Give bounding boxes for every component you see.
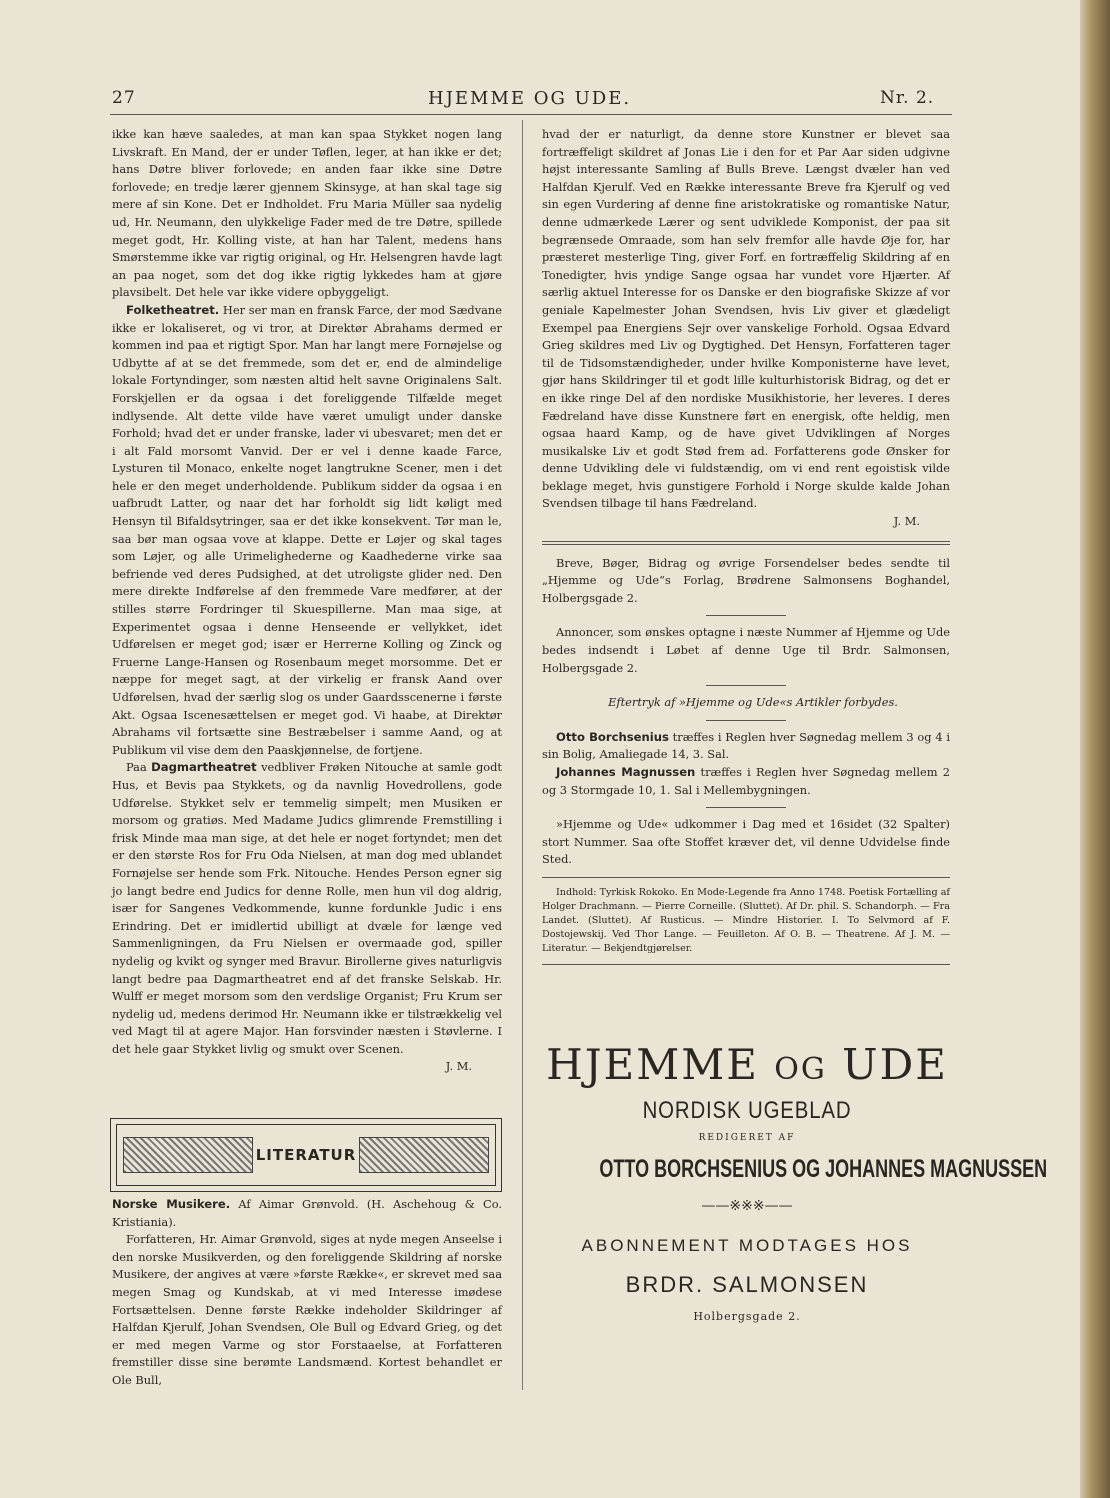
running-title: HJEMME OG UDE.	[428, 88, 632, 109]
left-column	[112, 126, 502, 1076]
page-number: 27	[112, 88, 136, 108]
masthead-advertisement	[542, 1040, 1048, 1323]
book-title: Norske Musikere.	[112, 1197, 231, 1211]
folketheatret-paragraph: Folketheatret. Her ser man en fransk Farce, der mod Sædvane ikke er lokaliseret, og vi tror, at Direktør Abrahams dermed er kommen ind paa et rigtigt Spor. Man har langt mere Fornøjelse og Udbytte af at se det fremmede, som det er, end de almindelige lokale Fortyndinger, som næsten altid helt savne Originalens Salt. Forskjellen er da ogsaa i det foreliggende Tilfælde meget indlysende. Alt dette vilde have været umuligt under danske Forhold; hvad det er under franske, lader vi ubesvaret; men det er i alt Fald morsomt Vanvid. Der er vel i denne kaade Farce, Lysturen til Monaco, enkelte noget langtrukne Scener, men i det hele er den meget underholdende. Publikum sidder da ogsaa i en uafbrudt Latter, og naar det har forholdt sig lidt køligt med Hensyn til Bifaldsytringer, saa er det ikke konsekvent. Tør man le, saa bør man ogsaa vove at klappe. Dette er Løjer og skal tages som Løjer, og alle Urimelighederne og Kaadhederne virke saa befriende ved deres Pudsighed, at det utroligste glider ned. Den mere direkte Indførelse af den fremmede Vare medfører, at der stilles større Fordringer til Skuespillerne. Man maa sige, at Experimentet ogsaa i denne Henseende er vellykket, idet Udførelsen er meget god; især er Herrerne Kolling og Zinck og Fruerne Lange-Hansen og Rosenbaum meget morsomme. Det er næppe for meget sagt, at der virkelig er fransk Aand over Udførelsen, hvad der særlig slog os under Gaardsscenerne i første Akt. Ogsaa Iscenesættelsen er meget god. Vi haabe, at Direktør Abrahams vil fortsætte sine Bestræbelser i samme Aand, og at Publikum vil vise dem den Paaskjønnelse, de fortjene.	[112, 302, 502, 757]
ad-subtitle: NORDISK UGEBLAD	[642, 1097, 852, 1124]
signature: J. M.	[445, 1059, 472, 1074]
ad-editors: OTTO BORCHSENIUS OG JOHANNES MAGNUSSEN	[599, 1155, 1048, 1183]
literatur-banner	[110, 1118, 502, 1192]
ornament-panel-left	[123, 1137, 253, 1173]
review-continuation: hvad der er naturligt, da denne store Kunstner er blevet saa fortræffeligt skildret af Jonas Lie i den for et Par Aar siden udgivne højst interessante Samling af Bulls Breve. Længst dvæler han ved Halfdan Kjerulf. Ved en Række interessante Breve fra Kjerulf og ved sin egen Vurdering af denne fine aristokratiske og romantiske Natur, denne udmærkede Lærer og sent udviklede Komponist, der paa sit begrænsede Omraade, som han selv fremfor alle havde Øje for, har præsteret mesterlige Ting, giver Forf. en fortræffelig Skildring af en Tonedigter, hvis yndige Sange ogsaa har vundet vore Hjærter. Af særlig aktuel Interesse for os Danske er den biografiske Skizze af vor geniale Kapelmester Johan Svendsen, hvis Liv giver et glædeligt Exempel paa Energiens Sejr over vanskelige Forhold. Ogsaa Edvard Grieg skildres med Liv og Dygtighed. Det Hensyn, Forfatteren tager til de Tidsomstændigheder, under hvilke Komponisterne have levet, gjør hans Skildringer til et godt lille kulturhistorisk Bidrag, og det er en ikke ringe Del af den nordiske Musikhistorie, her leveres. I deres Fædreland have disse Kunstnere ført en energisk, ofte heldig, men ogsaa haard Kamp, og de have givet Udviklingen af Norges musikalske Liv et godt Stød frem ad. Forfatterens gode Ønsker for denne Udvikling dele vi fuldstændig, om vi end rent egoistisk vilde beklage meget, hvis gunstigere Forhold i Norge skulde kalde Johan Svendsen tilbage til hans Fædreland.	[542, 127, 950, 511]
review-paragraph: ikke kan hæve saaledes, at man kan spaa Stykket nogen lang Livskraft. En Mand, der er under Tøflen, leger, at han ikke er det; hans Døtre bliver forlovede; en anden faar ikke sine Døtre forlovede; en tredje lærer gjennem Skinsyge, at han skal tage sig mere af sin Kone. Det er Indholdet. Fru Maria Müller saa nydelig ud, Hr. Neumann, den ulykkelige Fader med de tre Døtre, spillede meget godt, Hr. Kolling viste, at han har Talent, medens hans Smørstemme ikke var rigtig original, og Hr. Helsengren havde lagt an paa noget, som det dog ikke rigtig lykkedes ham at gjøre plavsibelt. Det hele var ikke videre opbyggeligt.	[112, 127, 502, 300]
short-rule	[706, 720, 786, 721]
short-rule	[706, 615, 786, 616]
dagmartheatret-paragraph: Paa Dagmartheatret vedbliver Frøken Nitouche at samle godt Hus, et Bevis paa Stykkets, og da navnlig Hovedrollens, gode Udførelse. Stykket selv er temmelig simpelt; men Musiken er morsom og gratiøs. Med Madame Judics glimrende Fremstilling i frisk Minde maa man sige, at det hele er noget fortyndet; men det er den største Ros for Fru Oda Nielsen, at man dog med ublandet Fornøjelse ser hende som Frk. Nitouche. Hendes Person egner sig jo langt bedre end Judics for denne Rolle, men hun vil dog aldrig, især for Sangenes Vedkommende, kunne fordunkle Judic i ens Erindring. Det er imidlertid ubilligt at dvæle for længe ved Sammenligningen, da Fru Nielsen er overmaade god, spiller nydelig og kvikt og synger med Bravur. Birollerne gives naturligvis langt bedre paa Dagmartheatret end af det franske Selskab. Hr. Wulff er meget morsom som den verdslige Organist; Fru Krum ser nydelig ud, medens derimod Hr. Neumann ikke er tilstrækkelig vel ved Magt til at agere Major. Han forsvinder næsten i Støvlerne. I det hele gaar Stykket livlig og smukt over Scenen.	[112, 760, 502, 1056]
notice-submissions: Breve, Bøger, Bidrag og øvrige Forsendelser bedes sendte til „Hjemme og Ude“s Forlag, Brødrene Salmonsens Boghandel, Holbergsgade 2.	[542, 555, 950, 605]
short-rule	[706, 807, 786, 808]
signature: J. M.	[893, 514, 920, 529]
ad-publisher: BRDR. SALMONSEN	[625, 1272, 869, 1297]
notice-copyright: Eftertryk af »Hjemme og Ude«s Artikler forbydes.	[608, 695, 898, 710]
section-heading: Folketheatret.	[126, 302, 220, 317]
column-divider	[522, 120, 523, 1390]
book-edge	[1080, 0, 1110, 1498]
notice-issue: »Hjemme og Ude« udkommer i Dag med et 16sidet (32 Spalter) stort Nummer. Saa ofte Stoffet kræver det, vil denne Udvidelse finde Sted.	[542, 817, 950, 867]
table-of-contents: Indhold: Tyrkisk Rokoko. En Mode-Legende fra Anno 1748. Poetisk Fortælling af Holger Drachmann. — Pierre Corneille. (Sluttet). Af Dr. phil. S. Schandorph. — Fra Landet. (Sluttet). Af Rusticus. — Mindre Historier. I. To Selvmord af F. Dostojewskij. Ved Thor Lange. — Feuilleton. Af O. B. — Theatrene. Af J. M. — Literatur. — Bekjendtgjørelser.	[542, 886, 950, 954]
ad-subscription: ABONNEMENT MODTAGES HOS	[581, 1236, 913, 1255]
section-heading: Dagmartheatret	[151, 760, 257, 775]
section-rule	[542, 964, 950, 965]
ornament-panel-right	[359, 1137, 489, 1173]
book-entry	[112, 1196, 502, 1231]
ornament-flourish: ——※※※——	[701, 1198, 793, 1214]
right-column	[542, 126, 950, 973]
notice-ads: Annoncer, som ønskes optagne i næste Nummer af Hjemme og Ude bedes indsendt i Løbet af denne Uge til Brdr. Salmonsen, Holbergsgade 2.	[542, 625, 950, 675]
ad-edited-by: REDIGERET AF	[698, 1133, 796, 1143]
office-hours-magnussen: Johannes Magnussen træffes i Reglen hver Søgnedag mellem 2 og 3 Stormgade 10, 1. Sal i Mellembygningen.	[542, 765, 950, 797]
literatur-title: LITERATUR	[255, 1146, 357, 1164]
section-rule	[542, 541, 950, 545]
ad-address: Holbergsgade 2.	[693, 1310, 801, 1323]
issue-number: Nr. 2.	[880, 88, 935, 108]
section-rule	[542, 877, 950, 878]
review-paragraph: Forfatteren, Hr. Aimar Grønvold, siges at nyde megen Anseelse i den norske Musikverden, og den foreliggende Skildring af norske Musikere, der angives at være »første Række«, er skrevet med saa megen Smag og Kundskab, at vi med Interesse imødese Fortsættelsen. Denne første Række indeholder Skildringer af Halfdan Kjerulf, Johan Svendsen, Ole Bull og Edvard Grieg, og det er med megen Varme og stor Forstaaelse, at Forfatteren fremstiller disse sine berømte Landsmænd. Kortest behandlet er Ole Bull,	[112, 1232, 502, 1387]
literatur-column	[112, 1196, 502, 1390]
short-rule	[706, 685, 786, 686]
office-hours-borchsenius: Otto Borchsenius træffes i Reglen hver Søgnedag mellem 3 og 4 i sin Bolig, Amaliegade 14, 3. Sal.	[542, 729, 951, 762]
book-meta: Af Aimar Grønvold. (H. Aschehoug & Co. Kristiania).	[112, 1197, 503, 1229]
ad-title: HJEMME OG UDE	[546, 1040, 948, 1089]
header-rule	[110, 114, 952, 115]
